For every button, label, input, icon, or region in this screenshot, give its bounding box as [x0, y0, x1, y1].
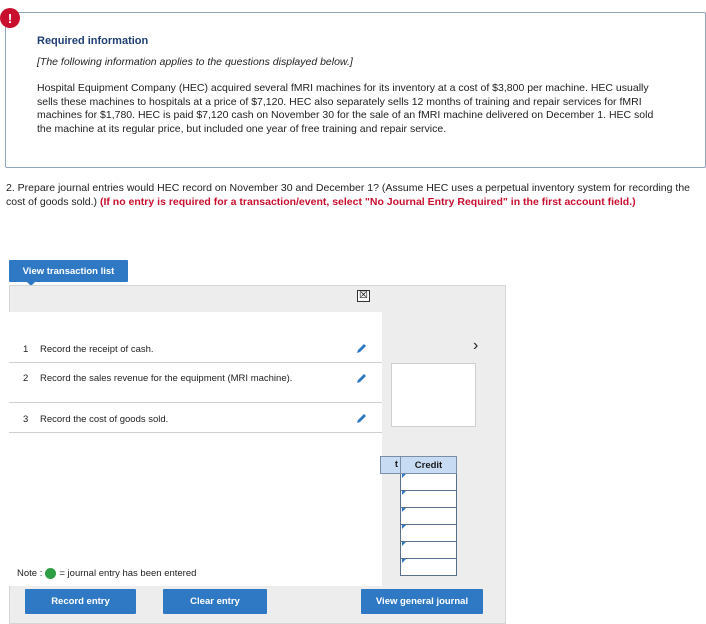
note-suffix: = journal entry has been entered	[59, 568, 197, 579]
transaction-number: 3	[23, 414, 29, 425]
journal-table	[380, 456, 458, 576]
transaction-item-3[interactable]	[9, 403, 382, 433]
credit-cell[interactable]	[400, 491, 457, 508]
cell-marker-icon	[402, 508, 406, 512]
transaction-item-1[interactable]	[9, 336, 382, 363]
question-instruction: (If no entry is required for a transaction/event, select "No Journal Entry Required" in the first account field.)	[99, 195, 636, 208]
required-information-title: Required information	[37, 35, 149, 47]
cell-marker-icon	[402, 542, 406, 546]
transaction-number: 2	[23, 373, 29, 384]
credit-header: Credit	[400, 456, 457, 474]
cell-marker-icon	[402, 491, 406, 495]
alert-icon: !	[0, 8, 20, 28]
clear-entry-button[interactable]: Clear entry	[163, 589, 267, 614]
credit-cell[interactable]	[400, 542, 457, 559]
question-text	[6, 182, 702, 209]
transaction-label: Record the receipt of cash.	[40, 344, 154, 355]
record-entry-button[interactable]: Record entry	[25, 589, 136, 614]
debit-header-fragment: t	[380, 456, 400, 474]
journal-entry-area	[391, 363, 476, 427]
chevron-right-icon[interactable]: ›	[473, 337, 479, 354]
transaction-label: Record the sales revenue for the equipment (MRI machine).	[40, 373, 293, 384]
cell-marker-icon	[402, 525, 406, 529]
required-information-subtitle: [The following information applies to the questions displayed below.]	[37, 56, 353, 68]
view-transaction-list-tab[interactable]: View transaction list	[9, 260, 128, 282]
note	[17, 568, 196, 579]
credit-cell[interactable]	[400, 508, 457, 525]
transaction-number: 1	[23, 344, 29, 355]
pencil-icon[interactable]	[355, 413, 367, 425]
credit-cell[interactable]	[400, 474, 457, 491]
transaction-item-2[interactable]	[9, 363, 382, 403]
entered-indicator-icon	[45, 568, 56, 579]
transaction-label: Record the cost of goods sold.	[40, 414, 169, 425]
required-information-body: Hospital Equipment Company (HEC) acquired several fMRI machines for its inventory at a cost of $3,800 per machine. HEC usually sells these machines to hospitals at a price of $7,120. HEC also separately sells 12 months of training and repair services for fMRI machines for $1,780. HEC is paid $7,120 cash on November 30 for the sale of an fMRI machine delivered on December 1. HEC sold the machine at its regular price, but included one year of free training and repair service.	[37, 82, 654, 135]
view-general-journal-button[interactable]: View general journal	[361, 589, 483, 614]
cell-marker-icon	[402, 474, 406, 478]
credit-cell[interactable]	[400, 559, 457, 576]
close-icon[interactable]: ☒	[357, 290, 370, 302]
pencil-icon[interactable]	[355, 343, 367, 355]
question-main: 2. Prepare journal entries would HEC record on November 30 and December 1? (Assume HEC uses a perpetual inventory system for recording the cost of goods sold.)	[6, 182, 690, 208]
note-prefix: Note :	[17, 568, 43, 579]
cell-marker-icon	[402, 559, 406, 563]
pencil-icon[interactable]	[355, 373, 367, 385]
credit-cell[interactable]	[400, 525, 457, 542]
